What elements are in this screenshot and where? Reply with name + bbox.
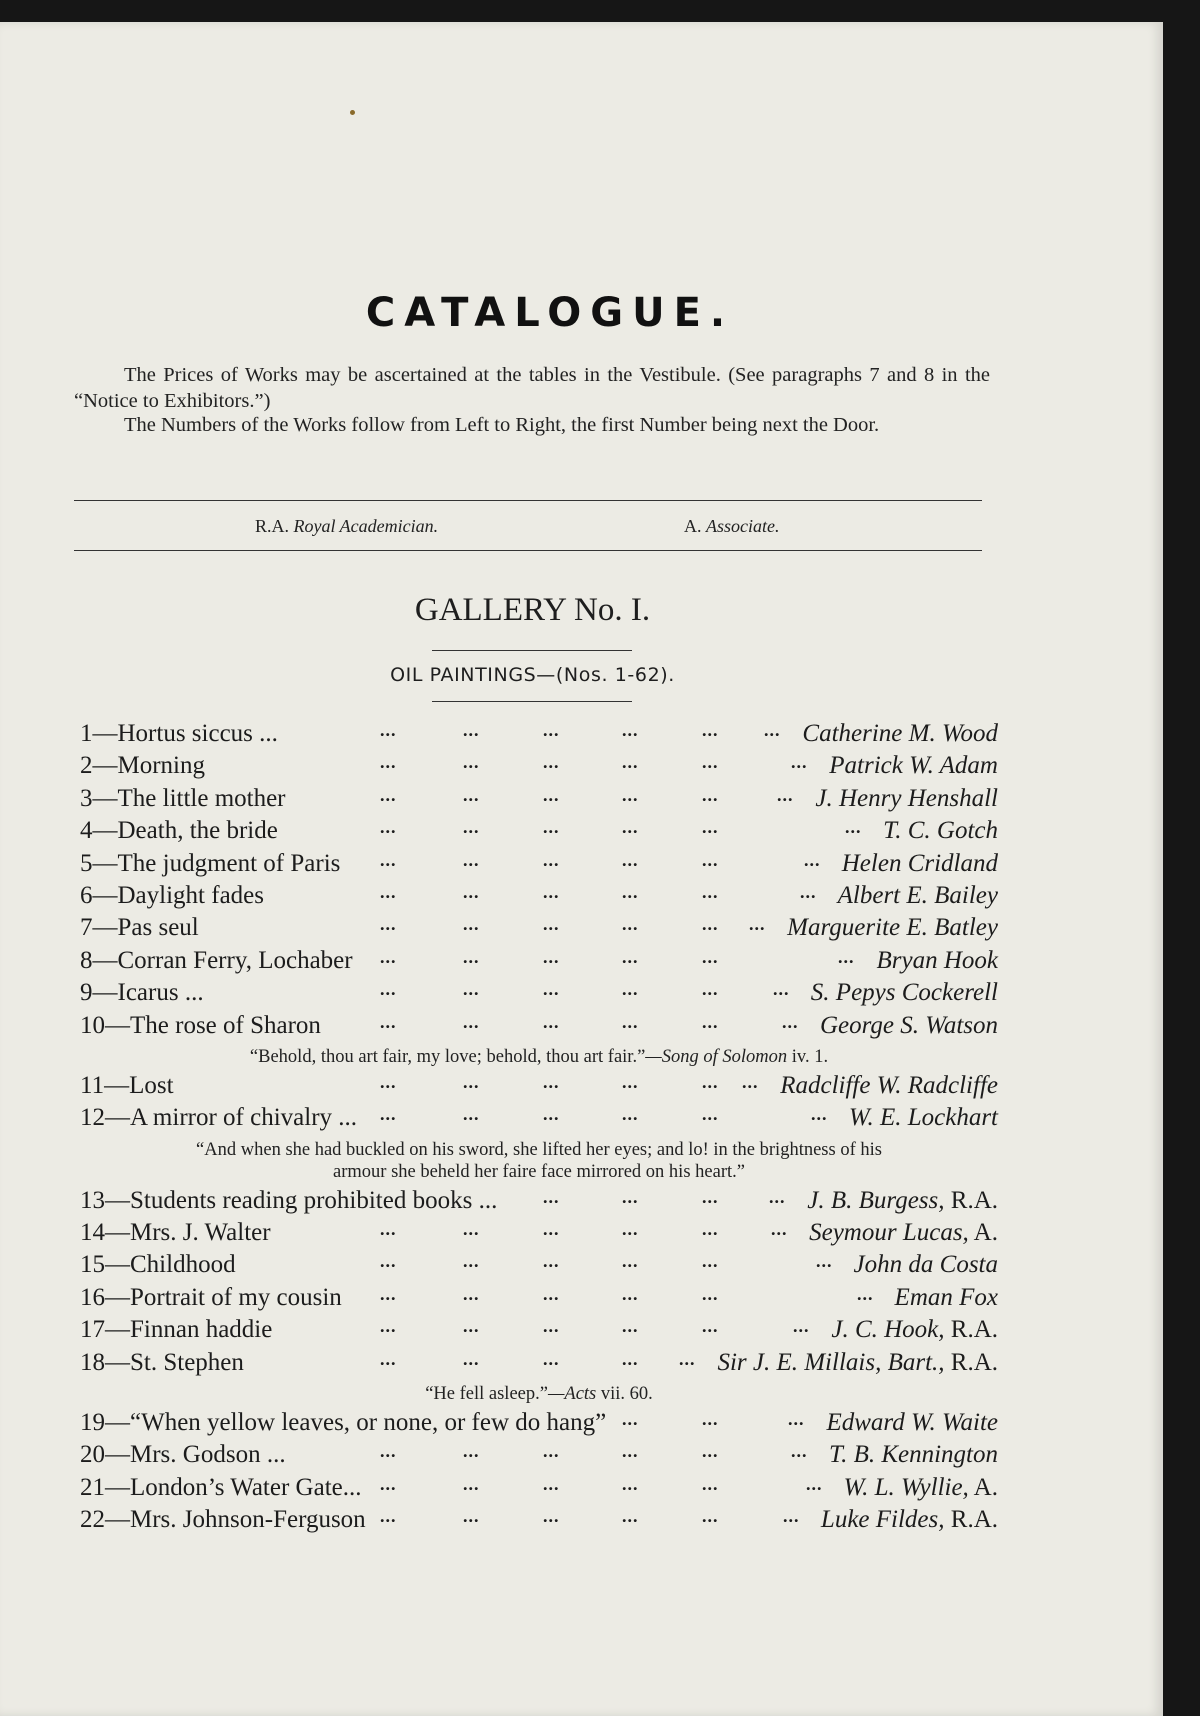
- notice-prices-text: The Prices of Works may be ascertained at the tables in the Vestibule. (See paragraphs 7 and 8 in the “Notice to Exhibitors.”): [74, 364, 990, 412]
- entry-artist: Radcliffe W. Radcliffe: [780, 1071, 998, 1099]
- entry-number: 20: [80, 1441, 105, 1469]
- entry-title-text: Pas seul: [117, 914, 199, 942]
- entry-number: 5: [80, 849, 93, 877]
- entry-artist: J. C. Hook, R.A.: [831, 1316, 998, 1344]
- entry-title: 20—Mrs. Godson ...: [80, 1441, 286, 1469]
- entry-title: 18—St. Stephen: [80, 1348, 244, 1376]
- entry-artist: W. L. Wyllie, A.: [843, 1473, 998, 1501]
- entry-artist: Catherine M. Wood: [802, 720, 998, 747]
- entry-title-text: “When yellow leaves, or none, or few do hang”: [130, 1409, 607, 1437]
- page-heading: CATALOGUE.: [365, 290, 735, 336]
- entry-number: 8: [80, 946, 93, 974]
- entry-title: 13—Students reading prohibited books ...: [80, 1186, 498, 1214]
- entry-title-text: Hortus siccus ...: [117, 720, 278, 747]
- entry-title-text: Daylight fades: [117, 881, 264, 909]
- entry-number: 13: [80, 1186, 105, 1214]
- entry-number: 10: [80, 1011, 105, 1039]
- entry-artist: Marguerite E. Batley: [787, 914, 998, 942]
- catalogue-entry: 2—Morning Patrick W. Adam ... ... ... ... ... ...: [80, 752, 998, 780]
- catalogue-entry: 21—London’s Water Gate... W. L. Wyllie, A. ... ... ... ... ... ...: [80, 1473, 998, 1501]
- entry-number: 12: [80, 1104, 105, 1132]
- entry-artist: Edward W. Waite: [826, 1409, 998, 1437]
- entry-number: 19: [80, 1409, 105, 1437]
- entry-title: 6—Daylight fades: [80, 881, 264, 909]
- abbreviation-ra-value: Royal Academician.: [293, 516, 439, 536]
- entry-number: 15: [80, 1251, 105, 1279]
- entry-number: 2: [80, 752, 93, 780]
- entry-number: 22: [80, 1506, 105, 1534]
- abbreviation-a-value: Associate.: [706, 516, 780, 536]
- entry-title-text: St. Stephen: [130, 1348, 244, 1376]
- entry-artist: W. E. Lockhart: [848, 1104, 998, 1132]
- entry-number: 1: [80, 720, 93, 747]
- entry-title-text: Death, the bride: [117, 817, 278, 845]
- abbreviation-divider: [74, 550, 982, 551]
- entry-quote: “Behold, thou art fair, my love; behold, thou art fair.”—Song of Solomon iv. 1.: [249, 1046, 829, 1067]
- entry-artist: Sir J. E. Millais, Bart., R.A.: [717, 1348, 998, 1376]
- entry-title-text: Portrait of my cousin: [130, 1283, 342, 1311]
- entry-title: 21—London’s Water Gate...: [80, 1473, 362, 1501]
- entry-artist: Albert E. Bailey: [837, 881, 998, 909]
- catalogue-entry: 1—Hortus siccus ... Catherine M. Wood ... ... ... ... ... ...: [80, 720, 998, 747]
- entry-title: 2—Morning: [80, 752, 205, 780]
- abbreviation-ra: [255, 516, 438, 537]
- entry-title-text: Mrs. Johnson-Ferguson: [130, 1506, 366, 1534]
- entry-title: 1—Hortus siccus ...: [80, 720, 278, 747]
- entry-artist: T. B. Kennington: [829, 1441, 998, 1469]
- catalogue-entry: 19—“When yellow leaves, or none, or few do hang” Edward W. Waite ... ... ...: [80, 1409, 998, 1437]
- entry-title: 8—Corran Ferry, Lochaber: [80, 946, 353, 974]
- entry-title-text: Morning: [117, 752, 205, 780]
- entry-artist: Patrick W. Adam: [829, 752, 998, 780]
- catalogue-entries: [80, 718, 998, 1537]
- entry-title: 14—Mrs. J. Walter: [80, 1219, 271, 1247]
- entry-title-text: A mirror of chivalry ...: [130, 1104, 358, 1132]
- entry-title-text: Childhood: [130, 1251, 236, 1279]
- entry-artist: John da Costa: [853, 1251, 998, 1279]
- entry-title: 10—The rose of Sharon: [80, 1011, 321, 1039]
- entry-title-text: Corran Ferry, Lochaber: [117, 946, 353, 974]
- entry-artist: George S. Watson: [819, 1011, 998, 1039]
- entry-title: 19—“When yellow leaves, or none, or few do hang”: [80, 1409, 607, 1437]
- notice-order: [74, 412, 990, 438]
- entry-title: 17—Finnan haddie: [80, 1316, 273, 1344]
- catalogue-entry: 8—Corran Ferry, Lochaber Bryan Hook ... ... ... ... ... ...: [80, 946, 998, 974]
- entry-number: 9: [80, 979, 93, 1007]
- entry-artist: Helen Cridland: [841, 849, 998, 877]
- entry-title-text: The little mother: [117, 784, 286, 812]
- abbreviation-a-key: A.: [684, 516, 702, 536]
- catalogue-entry: 9—Icarus ... S. Pepys Cockerell ... ... ... ... ... ...: [80, 979, 998, 1007]
- catalogue-entry: 12—A mirror of chivalry ... W. E. Lockhart ... ... ... ... ... ...: [80, 1104, 998, 1132]
- entry-number: 7: [80, 914, 93, 942]
- entry-number: 3: [80, 784, 93, 812]
- entry-title-text: Students reading prohibited books ...: [130, 1186, 498, 1214]
- catalogue-entry: 22—Mrs. Johnson-Ferguson Luke Fildes, R.A. ... ... ... ... ... ...: [80, 1506, 998, 1534]
- catalogue-entry: 14—Mrs. J. Walter Seymour Lucas, A. ... ... ... ... ... ...: [80, 1219, 998, 1247]
- top-divider: [74, 500, 982, 501]
- catalogue-page: [0, 22, 1163, 1716]
- abbreviation-ra-key: R.A.: [255, 516, 290, 536]
- entry-artist: J. B. Burgess, R.A.: [807, 1186, 998, 1214]
- entry-title-text: Lost: [129, 1071, 174, 1099]
- entry-title: 15—Childhood: [80, 1251, 236, 1279]
- entry-title-text: Icarus ...: [117, 979, 204, 1007]
- entry-title-text: Mrs. Godson ...: [130, 1441, 286, 1469]
- catalogue-entry: 18—St. Stephen Sir J. E. Millais, Bart., R.A. ... ... ... ... ...: [80, 1348, 998, 1376]
- entry-artist: T. C. Gotch: [883, 817, 998, 845]
- entry-quote: “He fell asleep.”—Acts vii. 60.: [425, 1384, 653, 1405]
- entry-number: 6: [80, 881, 93, 909]
- gallery-subtitle: OIL PAINTINGS—(Nos. 1-62).: [390, 664, 675, 686]
- entry-title: 12—A mirror of chivalry ...: [80, 1104, 358, 1132]
- entry-title: 11—Lost: [80, 1071, 174, 1099]
- entry-title-text: Finnan haddie: [130, 1316, 273, 1344]
- entry-title: 9—Icarus ...: [80, 979, 204, 1007]
- notice-prices: [74, 362, 990, 414]
- entry-title-text: London’s Water Gate...: [130, 1473, 362, 1501]
- entry-title-text: Mrs. J. Walter: [130, 1219, 271, 1247]
- ink-mark: [350, 110, 355, 115]
- entry-number: 14: [80, 1219, 105, 1247]
- entry-artist: J. Henry Henshall: [815, 784, 998, 812]
- entry-number: 11: [80, 1071, 105, 1099]
- entry-number: 16: [80, 1283, 105, 1311]
- gallery-title: GALLERY No. I.: [414, 592, 651, 628]
- entry-number: 18: [80, 1348, 105, 1376]
- entry-artist: S. Pepys Cockerell: [810, 979, 998, 1007]
- entry-title: 16—Portrait of my cousin: [80, 1283, 342, 1311]
- catalogue-entry: 3—The little mother J. Henry Henshall ... ... ... ... ... ...: [80, 784, 998, 812]
- catalogue-entry: 20—Mrs. Godson ... T. B. Kennington ... ... ... ... ... ...: [80, 1441, 998, 1469]
- catalogue-entry: 17—Finnan haddie J. C. Hook, R.A. ... ... ... ... ... ...: [80, 1316, 998, 1344]
- entry-artist: Seymour Lucas, A.: [809, 1219, 998, 1247]
- entry-number: 21: [80, 1473, 105, 1501]
- gallery-subtitle-rule: [432, 701, 632, 702]
- catalogue-entry: 15—Childhood John da Costa ... ... ... ... ... ...: [80, 1251, 998, 1279]
- catalogue-entry: 16—Portrait of my cousin Eman Fox ... ... ... ... ... ...: [80, 1283, 998, 1311]
- catalogue-entry: 13—Students reading prohibited books ... J. B. Burgess, R.A. ... ... ... ...: [80, 1186, 998, 1214]
- catalogue-entry: 4—Death, the bride T. C. Gotch ... ... ... ... ... ...: [80, 817, 998, 845]
- catalogue-entry: 5—The judgment of Paris Helen Cridland ... ... ... ... ... ...: [80, 849, 998, 877]
- entry-title: 22—Mrs. Johnson-Ferguson: [80, 1506, 366, 1534]
- entry-number: 4: [80, 817, 93, 845]
- entry-title-text: The rose of Sharon: [130, 1011, 321, 1039]
- abbreviation-a: [684, 516, 780, 537]
- entry-title: 3—The little mother: [80, 784, 286, 812]
- entry-artist: Eman Fox: [894, 1283, 998, 1311]
- gallery-title-rule: [432, 650, 632, 651]
- catalogue-entry: 6—Daylight fades Albert E. Bailey ... ... ... ... ... ...: [80, 881, 998, 909]
- entry-title: 4—Death, the bride: [80, 817, 278, 845]
- entry-artist: Luke Fildes, R.A.: [820, 1506, 998, 1534]
- entry-number: 17: [80, 1316, 105, 1344]
- entry-title: 7—Pas seul: [80, 914, 199, 942]
- entry-title: 5—The judgment of Paris: [80, 849, 341, 877]
- entry-title-text: The judgment of Paris: [117, 849, 341, 877]
- catalogue-entry: 10—The rose of Sharon George S. Watson ... ... ... ... ... ...: [80, 1011, 998, 1039]
- entry-quote: “And when she had buckled on his sword, she lifted her eyes; and lo! in the brightness of his armour she beheld her faire face mirrored on his heart.”: [196, 1139, 882, 1182]
- catalogue-entry: 7—Pas seul Marguerite E. Batley ... ... ... ... ... ...: [80, 914, 998, 942]
- entry-artist: Bryan Hook: [876, 946, 998, 974]
- catalogue-entry: 11—Lost Radcliffe W. Radcliffe ... ... ... ... ... ...: [80, 1071, 998, 1099]
- notice-order-text: The Numbers of the Works follow from Left to Right, the first Number being next the Door.: [124, 414, 880, 436]
